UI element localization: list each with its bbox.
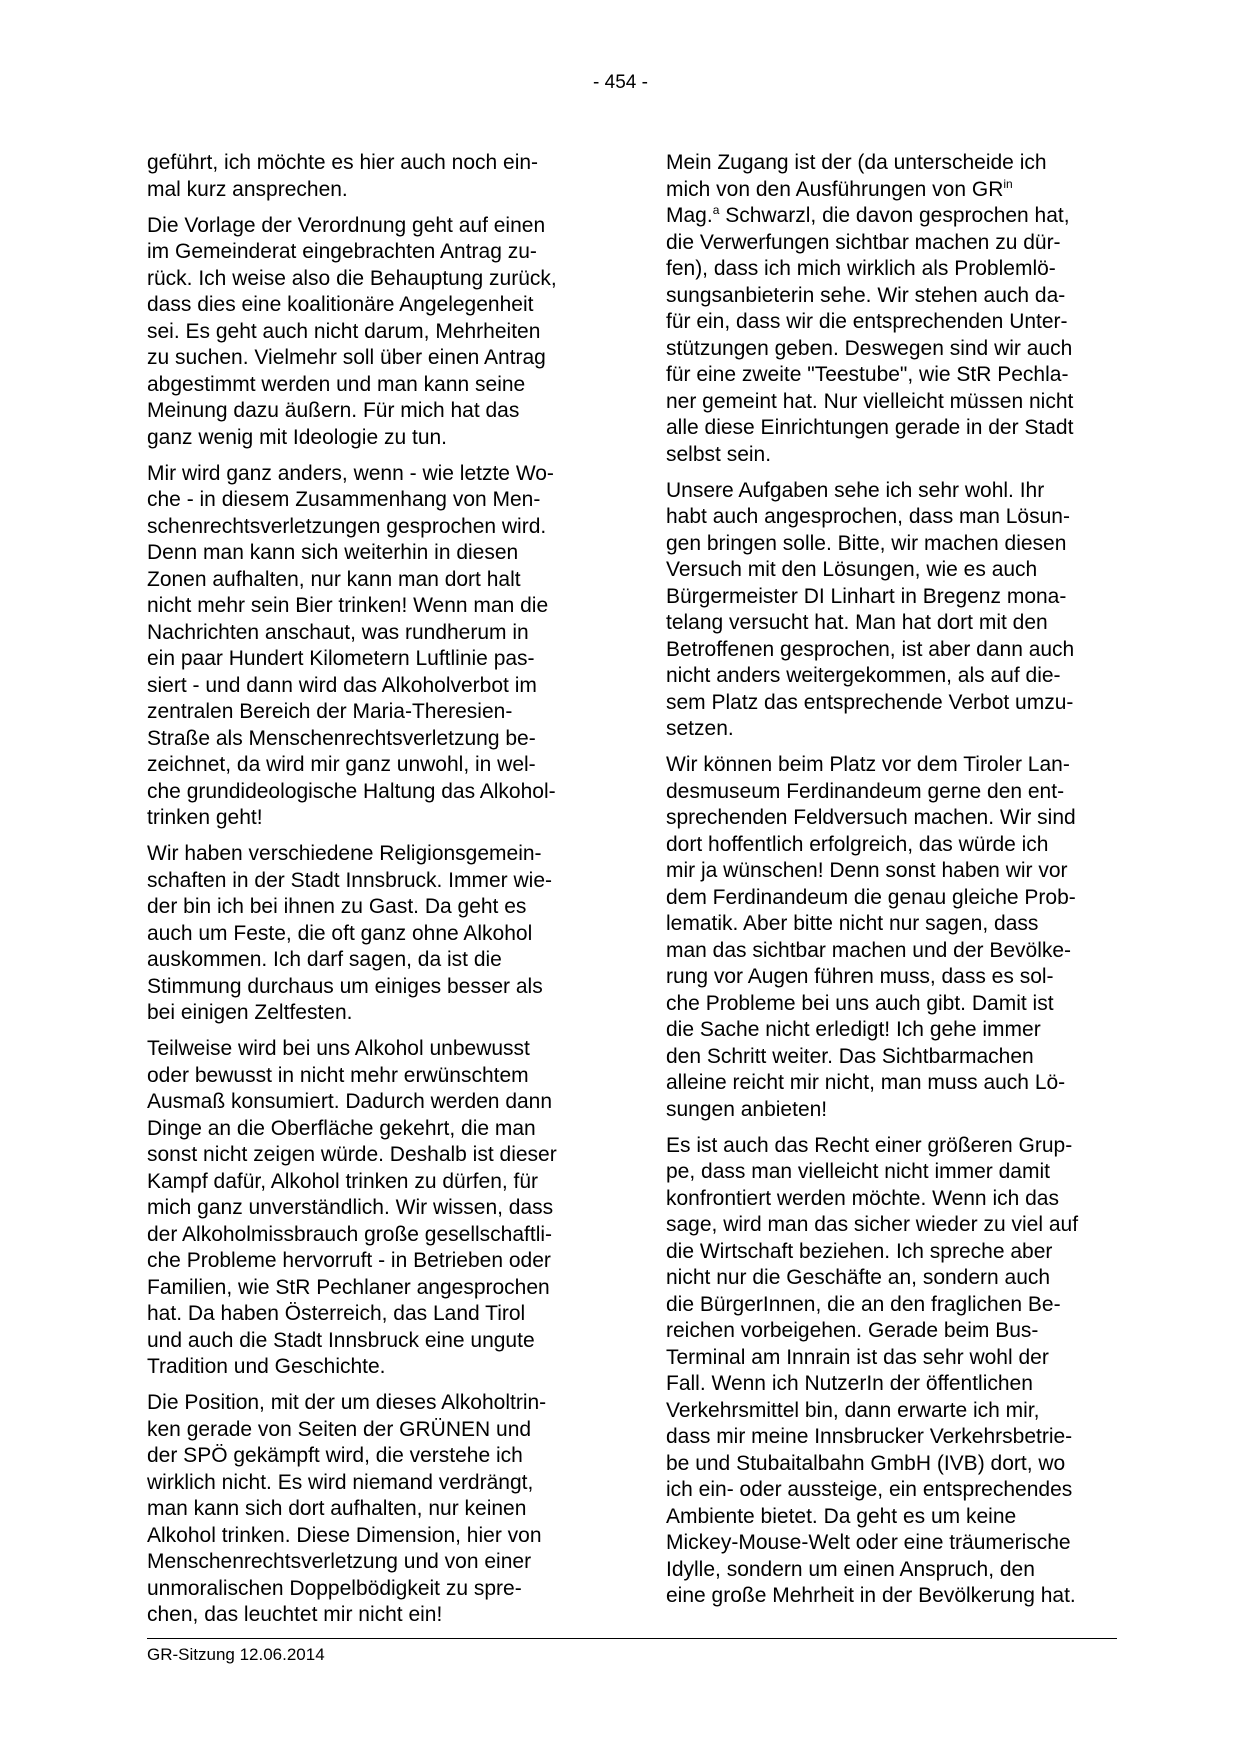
text-line: Mickey-Mouse-Welt oder eine träumerische [666,1531,1071,1554]
text-line: setzen. [666,717,734,740]
text-line: Fall. Wenn ich NutzerIn der öffentlichen [666,1372,1033,1395]
text-line: mir ja wünschen! Denn sonst haben wir vor [666,859,1068,882]
text-line: Stimmung durchaus um einiges besser als [147,974,543,998]
text-line: ganz wenig mit Ideologie zu tun. [147,425,448,449]
text-line: siert - und dann wird das Alkoholverbot im [147,673,537,697]
paragraph [666,478,1131,743]
text-line: Mein Zugang ist der (da unterscheide ich [666,151,1047,174]
text-line: sonst nicht zeigen würde. Deshalb ist dieser [147,1143,557,1166]
text-line: Ambiente bietet. Da geht es um keine [666,1504,1017,1528]
text-line: ken gerade von Seiten der GRÜNEN und [147,1417,532,1441]
text-line: lematik. Aber bitte nicht nur sagen, dass [666,912,1039,935]
text-line: Familien, wie StR Pechlaner angesprochen [147,1275,550,1299]
footer-date: GR-Sitzung 12.06.2014 [147,1645,325,1664]
text-line: trinken geht! [147,806,263,829]
text-line: chen, das leuchtet mir nicht ein! [147,1603,443,1626]
paragraph [666,150,1131,468]
paragraph [147,213,607,452]
text-line: reichen vorbeigehen. Gerade beim Bus- [666,1319,1039,1342]
text-line: sprechenden Feldversuch machen. Wir sind [666,806,1076,829]
text-line: Tradition und Geschichte. [147,1355,386,1378]
text-line: der Alkoholmissbrauch große gesellschaftli- [147,1222,553,1246]
superscript: a [712,203,720,217]
text-fragment: Schwarzl, die davon gesprochen hat, [719,204,1070,227]
text-line: unmoralischen Doppelbödigkeit zu spre- [147,1576,522,1600]
text-line: dem Ferdinandeum die genau gleiche Prob- [666,885,1076,909]
text-line: alleine reicht mir nicht, man muss auch Lö- [666,1071,1066,1094]
paragraph [666,1133,1131,1610]
text-line: auskommen. Ich darf sagen, da ist die [147,948,502,971]
text-line: schaften in der Stadt Innsbruck. Immer wie- [147,868,552,892]
text-line: telang versucht hat. Man hat dort mit den [666,611,1048,634]
text-line: Alkohol trinken. Diese Dimension, hier von [147,1523,542,1547]
text-line: mich ganz unverständlich. Wir wissen, dass [147,1196,554,1219]
text-line: rück. Ich weise also die Behauptung zurück, [147,266,557,290]
text-line: auch um Feste, die oft ganz ohne Alkohol [147,921,533,945]
text-line: man das sichtbar machen und der Bevölke- [666,938,1072,962]
text-line: ner gemeint hat. Nur vielleicht müssen nicht [666,389,1074,413]
text-line: für ein, dass wir die entsprechenden Unter- [666,310,1068,333]
superscript: in [1003,176,1013,191]
text-fragment: mich von den Ausführungen von GR [666,177,1004,201]
text-line: ich ein- oder aussteige, ein entsprechendes [666,1478,1073,1501]
text-line: mal kurz ansprechen. [147,177,348,201]
text-line: che Probleme bei uns auch gibt. Damit ist [666,991,1054,1015]
left-column [147,150,607,1638]
text-line: oder bewusst in nicht mehr erwünschtem [147,1063,529,1087]
text-line: dort hoffentlich erfolgreich, das würde ich [666,832,1049,856]
text-line [666,177,1131,204]
text-line: Teilweise wird bei uns Alkohol unbewusst [147,1037,530,1060]
text-line: Wir haben verschiedene Religionsgemein- [147,842,542,865]
text-line: zeichnet, da wird mir ganz unwohl, in wel- [147,753,536,776]
text-line: Ausmaß konsumiert. Dadurch werden dann [147,1090,553,1113]
text-line: Die Vorlage der Verordnung geht auf einen [147,213,546,237]
text-line: Menschenrechtsverletzung und von einer [147,1550,532,1573]
text-line: der bin ich bei ihnen zu Gast. Da geht es [147,895,527,918]
text-line: Denn man kann sich weiterhin in diesen [147,541,519,564]
text-line: Meinung dazu äußern. Für mich hat das [147,399,520,422]
text-line: sage, wird man das sicher wieder zu viel auf [666,1213,1079,1236]
page-number: - 454 - [593,72,648,93]
text-line: selbst sein. [666,442,772,466]
text-line: dass mir meine Innsbrucker Verkehrsbetrie- [666,1425,1073,1448]
text-fragment: Mag. [666,204,713,227]
text-line: im Gemeinderat eingebrachten Antrag zu- [147,240,537,263]
text-line: die Sache nicht erledigt! Ich gehe immer [666,1018,1041,1041]
text-line: nicht nur die Geschäfte an, sondern auch [666,1266,1051,1289]
text-line: zentralen Bereich der Maria-Theresien- [147,700,513,723]
text-line: Straße als Menschenrechtsverletzung be- [147,726,536,750]
text-line: Dinge an die Oberfläche gekehrt, die man [147,1116,536,1140]
text-line [666,203,1131,230]
text-line: dass dies eine koalitionäre Angelegenheit [147,293,534,316]
text-line: abgestimmt werden und man kann seine [147,372,526,396]
footer-divider [147,1638,1117,1639]
paragraph-rest [666,230,1131,469]
text-line: geführt, ich möchte es hier auch noch ein- [147,151,539,174]
text-line: rung vor Augen führen muss, dass es sol- [666,965,1054,988]
text-line: Unsere Aufgaben sehe ich sehr wohl. Ihr [666,478,1045,502]
text-line: che - in diesem Zusammenhang von Men- [147,488,541,511]
text-line: Idylle, sondern um einen Anspruch, den [666,1557,1035,1581]
text-line: für eine zweite "Teestube", wie StR Pechla- [666,363,1069,386]
right-column [666,150,1131,1619]
text-line: che Probleme hervorruft - in Betrieben oder [147,1249,551,1272]
text-line: fen), dass ich mich wirklich als Problemlö- [666,257,1056,280]
text-line: Nachrichten anschaut, was rundherum in [147,620,529,644]
text-line: nicht anders weitergekommen, als auf die- [666,664,1061,687]
text-line: che grundideologische Haltung das Alkohol- [147,779,556,803]
paragraph [147,841,607,1027]
text-line: Bürgermeister DI Linhart in Bregenz mona- [666,584,1067,608]
text-line: sei. Es geht auch nicht darum, Mehrheiten [147,319,541,343]
text-line: Die Position, mit der um dieses Alkoholtrin- [147,1391,547,1414]
text-line: Mir wird ganz anders, wenn - wie letzte Wo- [147,461,554,485]
paragraph [147,1036,607,1381]
text-line: desmuseum Ferdinandeum gerne den ent- [666,779,1065,803]
text-line: konfrontiert werden möchte. Wenn ich das [666,1186,1059,1210]
paragraph [147,461,607,832]
text-line: Verkehrsmittel bin, dann erwarte ich mir, [666,1398,1040,1422]
text-line: Es ist auch das Recht einer größeren Grup- [666,1133,1073,1157]
text-line: die Verwerfungen sichtbar machen zu dür- [666,230,1061,254]
text-line: be und Stubaitalbahn GmbH (IVB) dort, wo [666,1451,1066,1475]
text-line: die Wirtschaft beziehen. Ich spreche aber [666,1239,1053,1263]
text-line: sem Platz das entsprechende Verbot umzu- [666,690,1074,714]
text-line: Kampf dafür, Alkohol trinken zu dürfen, für [147,1169,539,1193]
paragraph [147,1390,607,1629]
text-line: und auch die Stadt Innsbruck eine ungute [147,1328,535,1352]
text-line: Betroffenen gesprochen, ist aber dann auch [666,637,1075,661]
paragraph [147,150,607,203]
text-line: gen bringen solle. Bitte, wir machen diesen [666,531,1067,555]
text-line: habt auch angesprochen, dass man Lösun- [666,505,1070,528]
paragraph [666,752,1131,1123]
text-line: die BürgerInnen, die an den fraglichen Be- [666,1292,1061,1316]
text-line: stützungen geben. Deswegen sind wir auch [666,336,1073,360]
text-line: Terminal am Innrain ist das sehr wohl der [666,1345,1049,1369]
text-line: man kann sich dort aufhalten, nur keinen [147,1497,527,1520]
text-line: nicht mehr sein Bier trinken! Wenn man die [147,594,549,617]
text-line: Wir können beim Platz vor dem Tiroler Lan- [666,753,1070,776]
text-line: pe, dass man vielleicht nicht immer damit [666,1160,1050,1183]
text-line: alle diese Einrichtungen gerade in der Stadt [666,416,1074,439]
text-line: bei einigen Zeltfesten. [147,1001,353,1024]
text-line: hat. Da haben Österreich, das Land Tirol [147,1302,526,1325]
text-line: schenrechtsverletzungen gesprochen wird. [147,514,547,538]
text-line: sungen anbieten! [666,1097,828,1121]
text-line: eine große Mehrheit in der Bevölkerung hat. [666,1584,1076,1607]
text-line: Zonen aufhalten, nur kann man dort halt [147,567,521,591]
text-line: zu suchen. Vielmehr soll über einen Antrag [147,346,546,369]
text-line: ein paar Hundert Kilometern Luftlinie pas- [147,647,535,670]
text-line: wirklich nicht. Es wird niemand verdrängt, [147,1470,534,1494]
text-line: Versuch mit den Lösungen, wie es auch [666,558,1038,581]
text-line: der SPÖ gekämpft wird, die verstehe ich [147,1444,523,1467]
text-line: den Schritt weiter. Das Sichtbarmachen [666,1044,1034,1068]
text-line: sungsanbieterin sehe. Wir stehen auch da- [666,283,1066,307]
